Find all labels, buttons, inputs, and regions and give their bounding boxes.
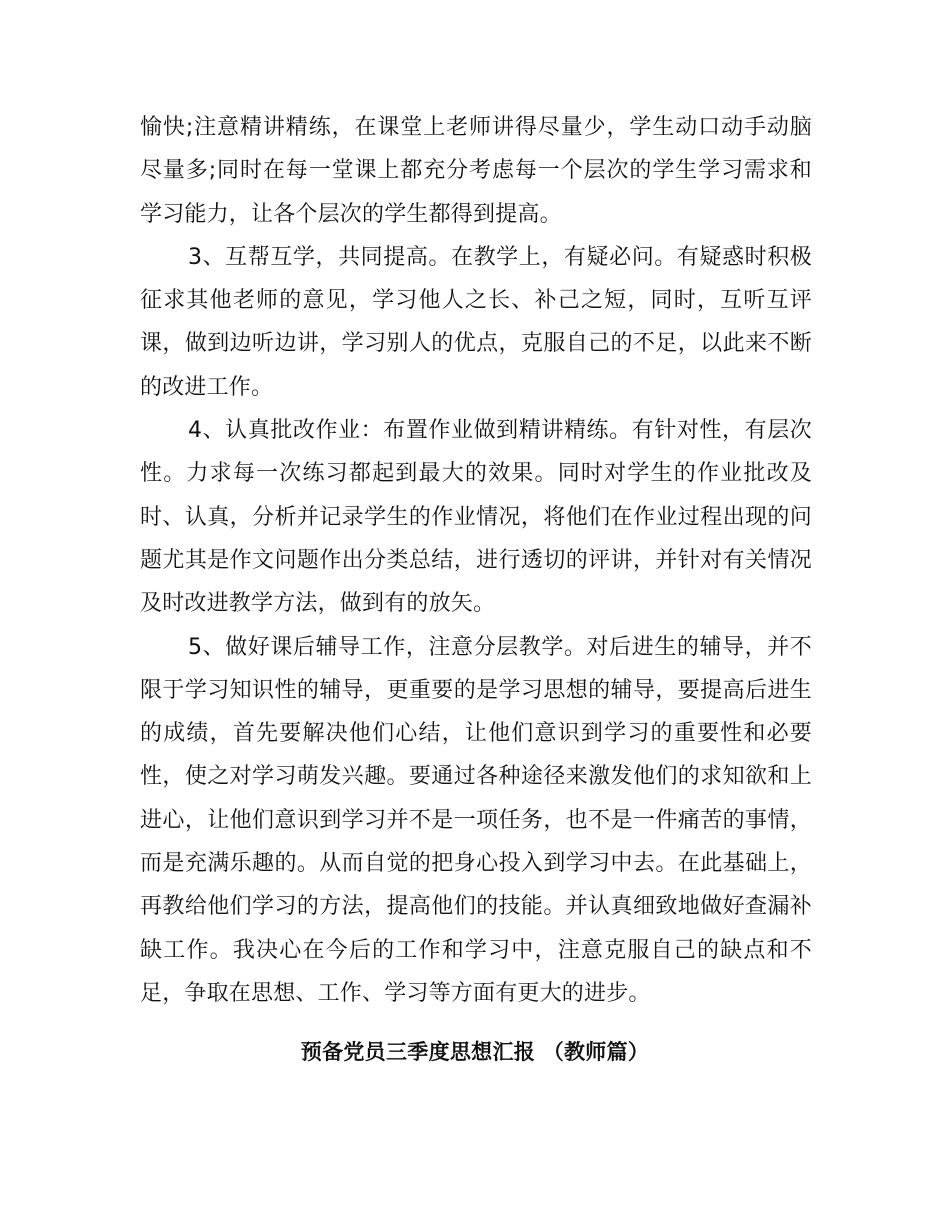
paragraph-teaching-method: 愉快;注意精讲精练，在课堂上老师讲得尽量少，学生动口动手动脑尽量多;同时在每一堂课上都充分考虑每一个层次的学生学习需求和学习能力，让各个层次的学生都得到提高。 xyxy=(140,115,812,227)
paragraph-after-class-tutoring: 5、做好课后辅导工作，注意分层教学。对后进生的辅导，并不限于学习知识性的辅导，更重要的是学习思想的辅导，要提高后进生的成绩，首先要解决他们心结，让他们意识到学习的重要性和必要性，使之对学习萌发兴趣。要通过各种途径来激发他们的求知欲和上进心，让他们意识到学习并不是一项任务，也不是一件痛苦的事情，而是充满乐趣的。从而自觉的把身心投入到学习中去。在此基础上，再教给他们学习的方法，提高他们的技能。并认真细致地做好查漏补缺工作。我决心在今后的工作和学习中，注意克服自己的缺点和不足，争取在思想、工作、学习等方面有更大的进步。 xyxy=(140,634,812,1006)
paragraph-mutual-learning: 3、互帮互学，共同提高。在教学上，有疑必问。有疑惑时积极征求其他老师的意见，学习他人之长、补己之短，同时，互听互评课，做到边听边讲，学习别人的优点，克服自己的不足，以此来不断的改进工作。 xyxy=(140,244,812,400)
document-body xyxy=(140,106,812,1015)
paragraph-homework-correction: 4、认真批改作业：布置作业做到精讲精练。有针对性，有层次性。力求每一次练习都起到最大的效果。同时对学生的作业批改及时、认真，分析并记录学生的作业情况，将他们在作业过程出现的问题尤其是作文问题作出分类总结，进行透切的评讲，并针对有关情况及时改进教学方法，做到有的放矢。 xyxy=(140,418,812,617)
section-heading: 预备党员三季度思想汇报 （教师篇） xyxy=(300,1040,650,1064)
